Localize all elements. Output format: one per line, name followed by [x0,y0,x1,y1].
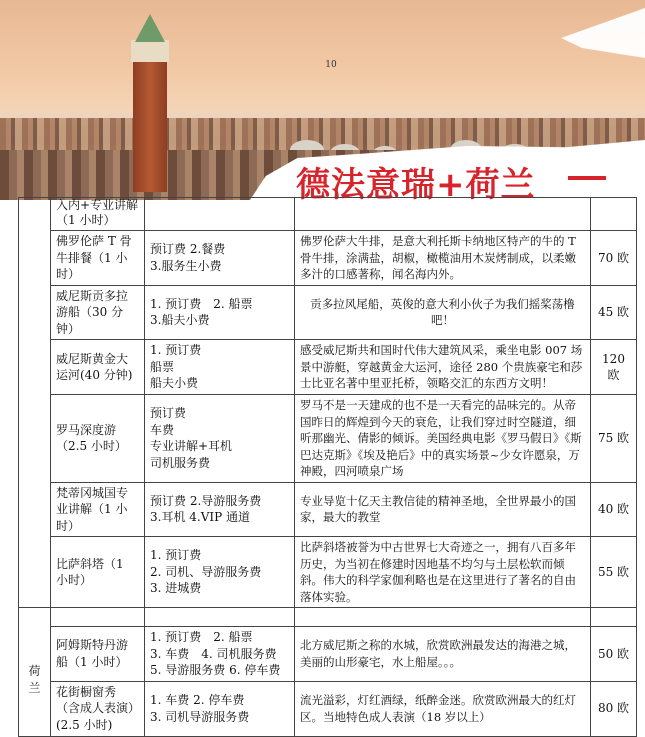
item-name: 罗马深度游（2.5 小时） [51,395,145,483]
page-title: 德法意瑞+荷兰 [296,165,536,200]
item-name: 威尼斯黄金大运河(40 分钟) [51,340,145,395]
title-underline [568,176,606,180]
table-row [19,198,637,231]
item-name: 入内+专业讲解 （1 小时） [51,198,145,231]
country-cell [19,198,51,608]
spacer-cell [51,608,145,627]
service-line: 1. 预订费 [150,548,202,563]
item-services [145,627,295,682]
item-price: 50 欧 [591,627,637,682]
table-row [19,608,637,627]
service-line: 2. 司机、导游服务费 [150,564,262,579]
item-description: 罗马不是一天建成的也不是一天看完的品味完的。从帝国昨日的辉煌到今天的衰危，让我们穿过时空隧道，细听那幽光、倩影的倾诉。美国经典电影《罗马假日》《斯巴达克斯》《埃及艳后》中的真实场景~少女许愿泉，万神殿，四河喷泉广场 [295,395,591,483]
item-services [145,340,295,395]
item-description [295,198,591,231]
item-name: 佛罗伦萨 T 骨牛排餐（1 小时） [51,231,145,286]
service-line: 3.耳机 4.VIP 通道 [150,510,251,525]
table-row [19,285,637,340]
table-row [19,681,637,736]
item-price: 45 欧 [591,285,637,340]
item-description: 北方威尼斯之称的水城，欣赏欧洲最发达的海港之城，美丽的山形豪宅，水上船屋。。。 [295,627,591,682]
item-description: 流光溢彩，灯红酒绿，纸醉金迷。欣赏欧洲最大的红灯区。当地特色成人表演（18 岁以上） [295,681,591,736]
item-price: 120 欧 [591,340,637,395]
item-services [145,537,295,608]
spacer-cell [591,608,637,627]
country-cell: 荷兰 [19,608,51,737]
item-services [145,482,295,537]
bell-tower-roof [135,14,165,42]
service-line: 3.船夫小费 [150,313,210,328]
item-name: 威尼斯贡多拉游船（30 分钟） [51,285,145,340]
item-description: 专业导览十亿天主教信徒的精神圣地，全世界最小的国家，最大的教堂 [295,482,591,537]
service-line: 预订费 2.导游服务费 [150,493,262,508]
hero-banner [0,0,645,200]
service-line: 1. 预订费 2. 船票 [150,296,253,311]
spacer-cell [145,608,295,627]
service-line: 1. 预订费 2. 船票 [150,630,253,644]
service-line: 司机服务费 [150,455,211,470]
item-services [145,198,295,231]
brush-stroke [540,8,645,58]
table-row [19,395,637,483]
service-line: 车费 [150,422,175,437]
table-row [19,537,637,608]
item-description: 感受威尼斯共和国时代伟大建筑风采，乘坐电影 007 场景中游艇，穿越黄金大运河，途径 280 个贵族豪宅和莎士比亚名著中里亚托桥，领略交汇的东西方文明！ [295,340,591,395]
service-line: 3.服务生小费 [150,258,222,273]
service-line: 3. 进城费 [150,581,202,596]
item-services [145,285,295,340]
item-price: 55 欧 [591,537,637,608]
service-line: 1. 车费 2. 停车费 [150,693,245,707]
bell-tower-belfry [131,40,169,62]
service-line: 预订费 [150,406,187,421]
table-row [19,482,637,537]
item-name: 梵蒂冈城国专业讲解（1 小时） [51,482,145,537]
service-line: 船夫小费 [150,376,199,391]
bell-tower [133,42,167,192]
service-line: 3. 车费 4. 司机服务费 5. 导游服务费 6. 停车费 [150,646,281,677]
item-description: 佛罗伦萨大牛排，是意大利托斯卡纳地区特产的牛的 T 骨牛排，涂满盐，胡椒，橄榄油用木炭烤制成，以柔嫩多汁的口感著称，闻名海内外。 [295,231,591,286]
item-price [591,198,637,231]
item-name: 比萨斜塔（1 小时） [51,537,145,608]
item-price: 40 欧 [591,482,637,537]
service-line: 1. 预订费 [150,343,202,358]
item-price: 80 欧 [591,681,637,736]
item-price: 70 欧 [591,231,637,286]
item-description: 比萨斜塔被誉为中古世界七大奇迹之一，拥有八百多年历史，为当初在修建时因地基不均匀与土层松软而倾斜。伟大的科学家伽利略也是在这里进行了著名的自由落体实验。 [295,537,591,608]
table-row [19,231,637,286]
item-description: 贡多拉风尾船，英俊的意大利小伙子为我们摇桨荡橹吧！ [295,285,591,340]
service-line: 船票 [150,359,175,374]
item-services [145,395,295,483]
service-line: 专业讲解+耳机 [150,439,233,454]
item-name: 阿姆斯特丹游船（1 小时） [51,627,145,682]
excursion-table [18,197,637,737]
page-number: 10 [325,60,337,70]
table-row [19,340,637,395]
item-services [145,681,295,736]
item-name: 花街橱窗秀（含成人表演）(2.5 小时) [51,681,145,736]
spacer-cell [295,608,591,627]
service-line: 预订费 2.餐费 [150,242,226,257]
item-services [145,231,295,286]
service-line: 3. 司机导游服务费 [150,709,250,724]
item-price: 75 欧 [591,395,637,483]
table-row [19,627,637,682]
